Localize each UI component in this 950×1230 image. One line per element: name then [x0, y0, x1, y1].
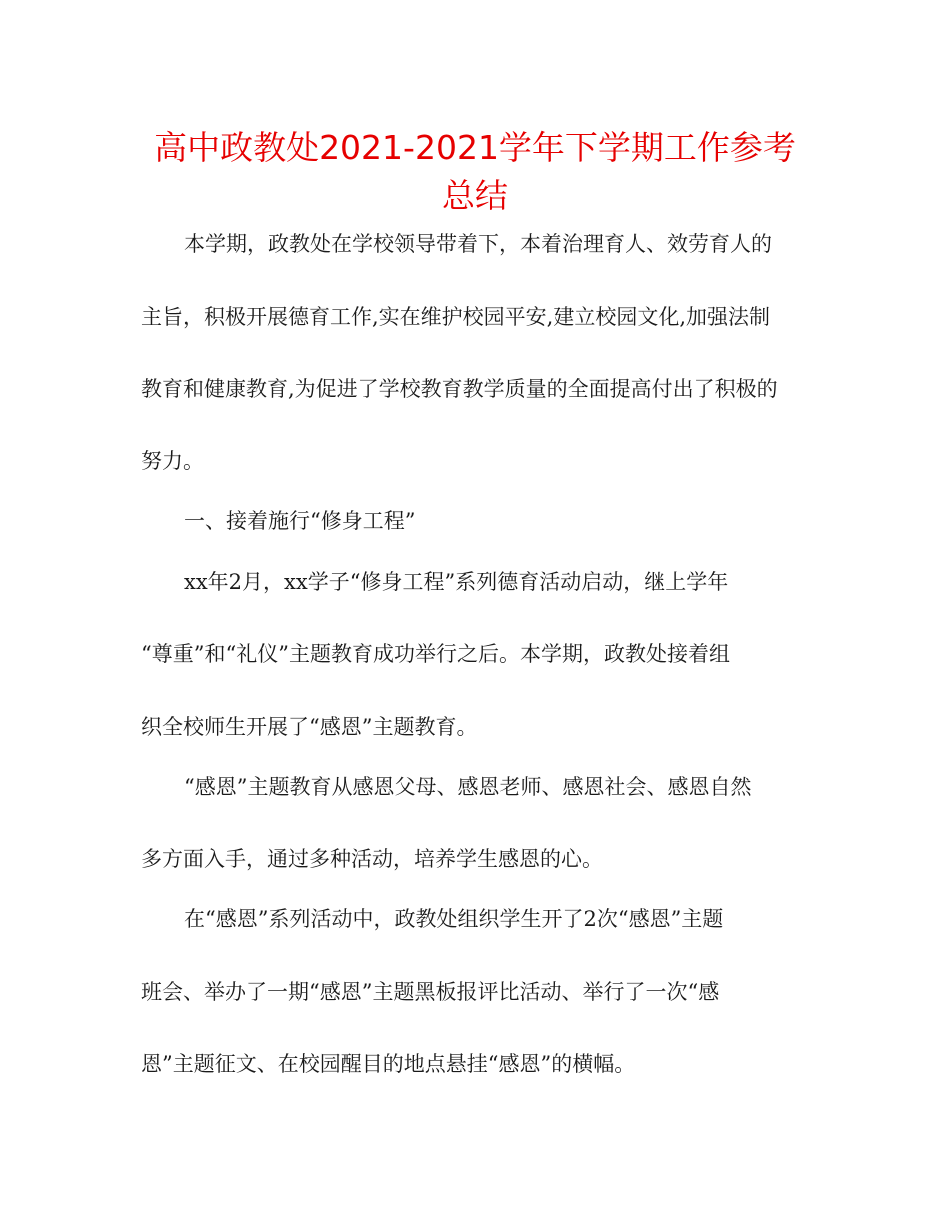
section-heading: 一、接着施行“修身工程”	[184, 509, 416, 533]
paragraph-line: xx年2月，xx学子“修身工程”系列德育活动启动，继上学年	[184, 570, 729, 594]
paragraph-line: 班会、举办了一期“感恩”主题黑板报评比活动、举行了一次“感	[141, 980, 720, 1004]
paragraph-line: 教育和健康教育,为促进了学校教育教学质量的全面提高付出了积极的	[141, 377, 778, 401]
paragraph-line: 努力。	[141, 449, 204, 473]
paragraph-line: 恩”主题征文、在校园醒目的地点悬挂“感恩”的横幅。	[141, 1052, 636, 1076]
paragraph-line: 本学期，政教处在学校领导带着下，本着治理育人、效劳育人的	[184, 232, 772, 256]
document-title: 高中政教处2021-2021学年下学期工作参考总结	[154, 128, 796, 215]
paragraph-line: 织全校师生开展了“感恩”主题教育。	[141, 715, 478, 739]
paragraph-line: 在“感恩”系列活动中，政教处组织学生开了2次“感恩”主题	[184, 907, 724, 931]
paragraph-line: 多方面入手，通过多种活动，培养学生感恩的心。	[141, 847, 603, 871]
paragraph-line: “尊重”和“礼仪”主题教育成功举行之后。本学期，政教处接着组	[141, 642, 730, 666]
paragraph-line: 主旨，积极开展德育工作,实在维护校园平安,建立校园文化,加强法制	[141, 305, 771, 329]
paragraph-line: “感恩”主题教育从感恩父母、感恩老师、感恩社会、感恩自然	[184, 775, 752, 799]
